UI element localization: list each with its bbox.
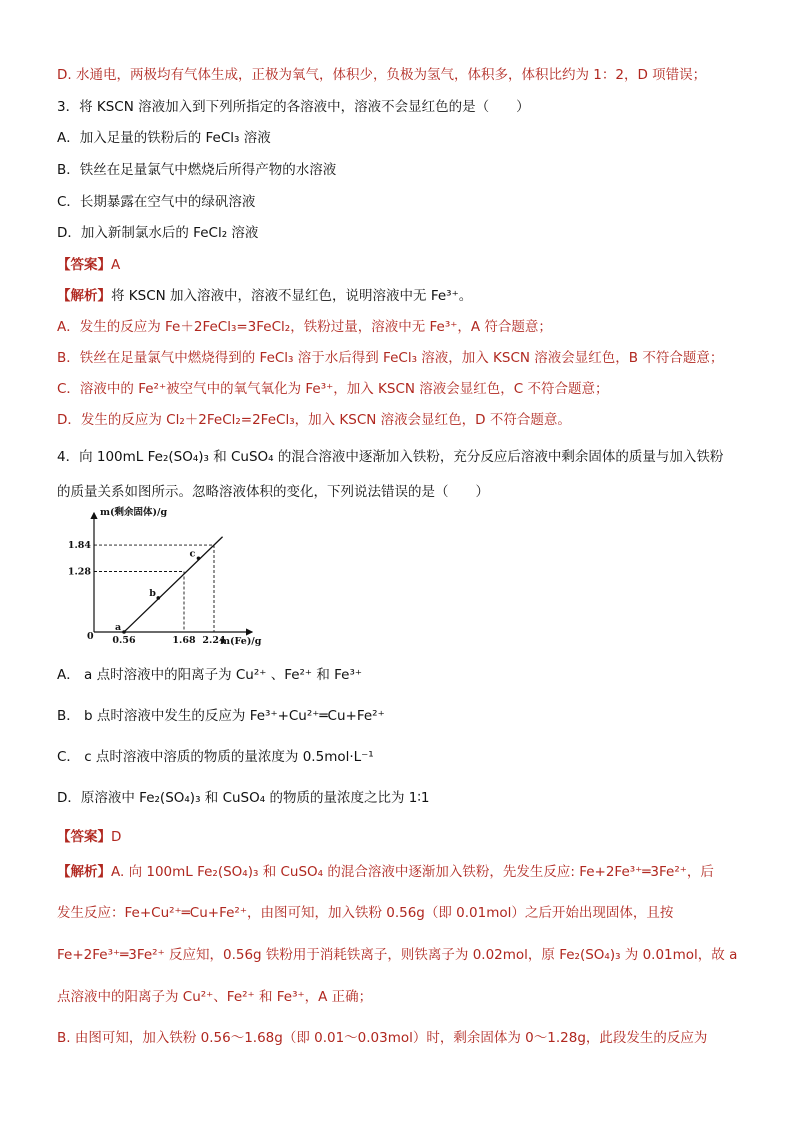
answer-tag: 【答案】	[57, 829, 111, 845]
x-tick-label: 1.68	[172, 635, 196, 646]
q3-analysis-a: A．发生的反应为 Fe＋2FeCl₃=3FeCl₂，铁粉过量，溶液中无 Fe³⁺，A 符合题意；	[57, 319, 552, 335]
q4-graph	[67, 505, 262, 655]
q3-stem: 3．将 KSCN 溶液加入到下列所指定的各溶液中，溶液不会显红色的是（ ）	[57, 99, 530, 115]
analysis-tag: 【解析】	[57, 288, 111, 304]
y-axis-label: m(剩余固体)/g	[100, 507, 168, 518]
x-tick-label: 0.56	[112, 635, 136, 646]
answer-tag: 【答案】	[57, 257, 111, 273]
point-label-c: c	[189, 548, 196, 560]
q4-option-a: A． a 点时溶液中的阳离子为 Cu²⁺ 、Fe²⁺ 和 Fe³⁺	[57, 667, 363, 683]
q3-option-a: A．加入足量的铁粉后的 FeCl₃ 溶液	[57, 130, 271, 146]
y-tick-label: 1.84	[67, 540, 91, 552]
q3-option-d: D．加入新制氯水后的 FeCl₂ 溶液	[57, 225, 259, 241]
x-axis-label: m(Fe)/g	[220, 636, 262, 647]
q4-stem-line2: 的质量关系如图所示。忽略溶液体积的变化，下列说法错误的是（ ）	[57, 484, 489, 500]
y-tick-label: 1.28	[67, 566, 91, 578]
point-label-a: a	[115, 622, 122, 633]
q4-answer	[57, 827, 121, 847]
q4-option-d: D．原溶液中 Fe₂(SO₄)₃ 和 CuSO₄ 的物质的量浓度之比为 1∶1	[57, 790, 430, 806]
analysis-intro-text: 将 KSCN 加入溶液中，溶液不显红色，说明溶液中无 Fe³⁺。	[111, 288, 473, 304]
prev-option-d: D. 水通电，两极均有气体生成，正极为氧气，体积少，负极为氢气，体积多，体积比约为 1：2，D 项错误；	[57, 67, 707, 83]
point-a	[122, 630, 126, 634]
q4-analysis-line3: Fe+2Fe³⁺═3Fe²⁺ 反应知，0.56g 铁粉用于消耗铁离子，则铁离子为 0.02mol，原 Fe₂(SO₄)₃ 为 0.01mol，故 a	[57, 947, 738, 963]
answer-value: D	[111, 829, 122, 845]
answer-value: A	[111, 257, 121, 273]
q4-option-b: B． b 点时溶液中发生的反应为 Fe³⁺+Cu²⁺═Cu+Fe²⁺	[57, 708, 385, 724]
q3-option-c: C．长期暴露在空气中的绿矾溶液	[57, 194, 256, 210]
analysis-tag: 【解析】	[57, 864, 111, 880]
q4-stem-line1: 4．向 100mL Fe₂(SO₄)₃ 和 CuSO₄ 的混合溶液中逐渐加入铁粉，充分反应后溶液中剩余固体的质量与加入铁粉	[57, 449, 724, 465]
q4-analysis-line5: B. 由图可知，加入铁粉 0.56～1.68g（即 0.01～0.03mol）时，剩余固体为 0～1.28g，此段发生的反应为	[57, 1030, 708, 1046]
point-label-b: b	[149, 587, 156, 599]
q3-option-b: B．铁丝在足量氯气中燃烧后所得产物的水溶液	[57, 162, 337, 178]
q3-analysis-d: D．发生的反应为 Cl₂＋2FeCl₂=2FeCl₃，加入 KSCN 溶液会显红色，D 不符合题意。	[57, 412, 571, 428]
point-b	[156, 596, 160, 600]
q4-option-c: C． c 点时溶液中溶质的物质的量浓度为 0.5mol·L⁻¹	[57, 749, 374, 765]
point-c	[197, 556, 201, 560]
q3-analysis-b: B．铁丝在足量氯气中燃烧得到的 FeCl₃ 溶于水后得到 FeCl₃ 溶液，加入 KSCN 溶液会显红色，B 不符合题意；	[57, 350, 724, 366]
q4-analysis-line1	[57, 862, 714, 882]
x-tick-label: 2.24	[202, 635, 226, 646]
q3-analysis-c: C．溶液中的 Fe²⁺被空气中的氧气氧化为 Fe³⁺，加入 KSCN 溶液会显红色，C 不符合题意；	[57, 381, 609, 397]
origin-label: 0	[87, 631, 94, 642]
q3-analysis-intro	[57, 286, 472, 306]
analysis-text: A. 向 100mL Fe₂(SO₄)₃ 和 CuSO₄ 的混合溶液中逐渐加入铁粉，先发生反应: Fe+2Fe³⁺═3Fe²⁺，后	[111, 864, 714, 880]
q3-answer	[57, 255, 120, 275]
q4-analysis-line4: 点溶液中的阳离子为 Cu²⁺、Fe²⁺ 和 Fe³⁺，A 正确；	[57, 989, 373, 1005]
series-line	[124, 537, 223, 632]
q4-analysis-line2: 发生反应：Fe+Cu²⁺═Cu+Fe²⁺，由图可知，加入铁粉 0.56g（即 0.01mol）之后开始出现固体，且按	[57, 905, 674, 921]
